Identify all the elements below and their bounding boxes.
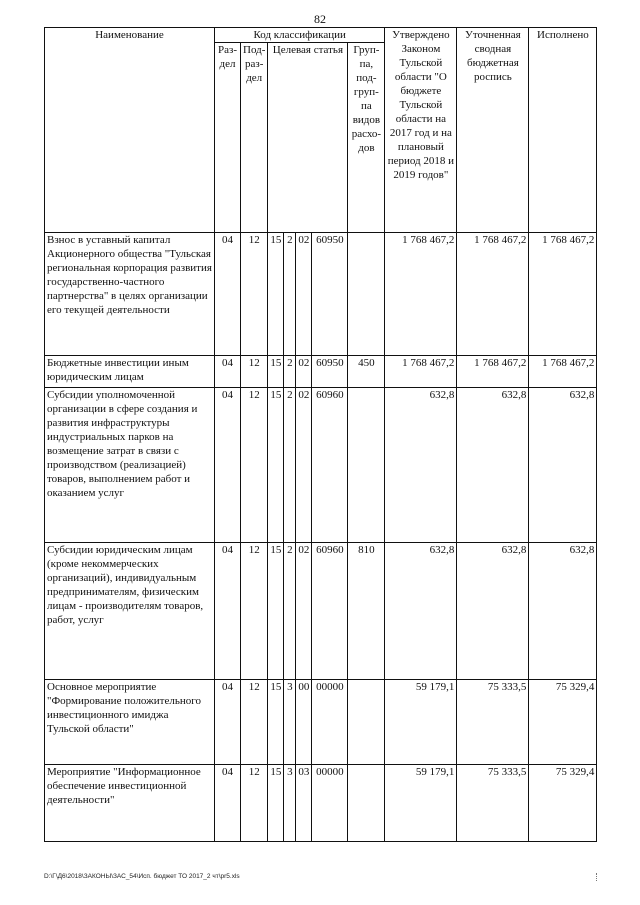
row-target-3: 00 bbox=[296, 680, 312, 765]
row-target-1: 15 bbox=[268, 543, 284, 680]
row-section: 04 bbox=[215, 233, 241, 356]
row-refined: 1 768 467,2 bbox=[457, 233, 529, 356]
row-approved: 632,8 bbox=[385, 543, 457, 680]
row-refined: 632,8 bbox=[457, 543, 529, 680]
row-target-1: 15 bbox=[268, 680, 284, 765]
row-name: Основное мероприятие "Формирование положительного инвестиционного имиджа Тульской области" bbox=[45, 680, 215, 765]
header-refined: Уточненная сводная бюджетная роспись bbox=[457, 28, 529, 233]
row-target-1: 15 bbox=[268, 233, 284, 356]
row-target-2: 2 bbox=[284, 356, 296, 388]
header-section: Раз-дел bbox=[215, 43, 241, 233]
file-path-footer: D:\Г\Д6\2018\ЗАКОНЫ\ЗАС_54\Исп. бюджет ТО 2017_2 чт\pr5.xls bbox=[44, 873, 240, 880]
row-group bbox=[348, 233, 385, 356]
row-target-1: 15 bbox=[268, 356, 284, 388]
scan-mark bbox=[596, 873, 599, 881]
row-approved: 59 179,1 bbox=[385, 765, 457, 842]
row-target-1: 15 bbox=[268, 765, 284, 842]
row-group bbox=[348, 765, 385, 842]
header-expense-group: Груп-па, под-груп-па видов расхо-дов bbox=[348, 43, 385, 233]
table-row bbox=[45, 680, 597, 765]
row-refined: 1 768 467,2 bbox=[457, 356, 529, 388]
header-name: Наименование bbox=[45, 28, 215, 233]
row-group: 810 bbox=[348, 543, 385, 680]
row-executed: 75 329,4 bbox=[529, 765, 597, 842]
row-target-3: 02 bbox=[296, 543, 312, 680]
row-name: Субсидии уполномоченной организации в сфере создания и развития инфраструктуры индустриальных парков на возмещение затрат в связи с производством (реализацией) товаров, выполнением работ и оказанием услуг bbox=[45, 388, 215, 543]
row-target-4: 60950 bbox=[312, 356, 348, 388]
row-subsection: 12 bbox=[241, 543, 268, 680]
row-executed: 1 768 467,2 bbox=[529, 356, 597, 388]
row-target-4: 00000 bbox=[312, 680, 348, 765]
header-subsection: Под-раз-дел bbox=[241, 43, 268, 233]
row-section: 04 bbox=[215, 765, 241, 842]
row-group bbox=[348, 388, 385, 543]
row-target-4: 60950 bbox=[312, 233, 348, 356]
table-row bbox=[45, 356, 597, 388]
row-target-3: 02 bbox=[296, 388, 312, 543]
header-target-article: Целевая статья bbox=[268, 43, 348, 233]
row-target-3: 02 bbox=[296, 233, 312, 356]
row-subsection: 12 bbox=[241, 765, 268, 842]
row-group bbox=[348, 680, 385, 765]
table-row bbox=[45, 388, 597, 543]
row-target-2: 3 bbox=[284, 680, 296, 765]
row-refined: 75 333,5 bbox=[457, 765, 529, 842]
row-section: 04 bbox=[215, 543, 241, 680]
row-target-2: 2 bbox=[284, 233, 296, 356]
row-subsection: 12 bbox=[241, 356, 268, 388]
table-row bbox=[45, 543, 597, 680]
row-name: Бюджетные инвестиции иным юридическим лицам bbox=[45, 356, 215, 388]
row-approved: 632,8 bbox=[385, 388, 457, 543]
row-section: 04 bbox=[215, 356, 241, 388]
header-approved: Утверждено Законом Тульской области "О бюджете Тульской области на 2017 год и на плановый период 2018 и 2019 годов" bbox=[385, 28, 457, 233]
row-name: Мероприятие "Информационное обеспечение инвестиционной деятельности" bbox=[45, 765, 215, 842]
row-executed: 632,8 bbox=[529, 388, 597, 543]
row-subsection: 12 bbox=[241, 388, 268, 543]
row-approved: 1 768 467,2 bbox=[385, 356, 457, 388]
row-refined: 75 333,5 bbox=[457, 680, 529, 765]
row-executed: 75 329,4 bbox=[529, 680, 597, 765]
row-target-4: 00000 bbox=[312, 765, 348, 842]
row-name: Взнос в уставный капитал Акционерного общества "Тульская региональная корпорация развития государственно-частного партнерства" в целях организации его текущей деятельности bbox=[45, 233, 215, 356]
row-target-2: 3 bbox=[284, 765, 296, 842]
row-subsection: 12 bbox=[241, 680, 268, 765]
table-row bbox=[45, 233, 597, 356]
row-group: 450 bbox=[348, 356, 385, 388]
page-number: 82 bbox=[314, 12, 326, 26]
row-target-3: 03 bbox=[296, 765, 312, 842]
row-approved: 59 179,1 bbox=[385, 680, 457, 765]
header-executed: Исполнено bbox=[529, 28, 597, 233]
row-section: 04 bbox=[215, 388, 241, 543]
row-target-4: 60960 bbox=[312, 543, 348, 680]
row-refined: 632,8 bbox=[457, 388, 529, 543]
row-approved: 1 768 467,2 bbox=[385, 233, 457, 356]
row-name: Субсидии юридическим лицам (кроме некоммерческих организаций), индивидуальным предпринимателям, физическим лицам - производителям товаров, работ, услуг bbox=[45, 543, 215, 680]
budget-table bbox=[44, 27, 597, 842]
row-section: 04 bbox=[215, 680, 241, 765]
row-executed: 1 768 467,2 bbox=[529, 233, 597, 356]
row-subsection: 12 bbox=[241, 233, 268, 356]
row-target-1: 15 bbox=[268, 388, 284, 543]
row-executed: 632,8 bbox=[529, 543, 597, 680]
row-target-3: 02 bbox=[296, 356, 312, 388]
header-code-classification: Код классификации bbox=[215, 28, 385, 43]
row-target-2: 2 bbox=[284, 388, 296, 543]
row-target-2: 2 bbox=[284, 543, 296, 680]
table-row bbox=[45, 765, 597, 842]
row-target-4: 60960 bbox=[312, 388, 348, 543]
